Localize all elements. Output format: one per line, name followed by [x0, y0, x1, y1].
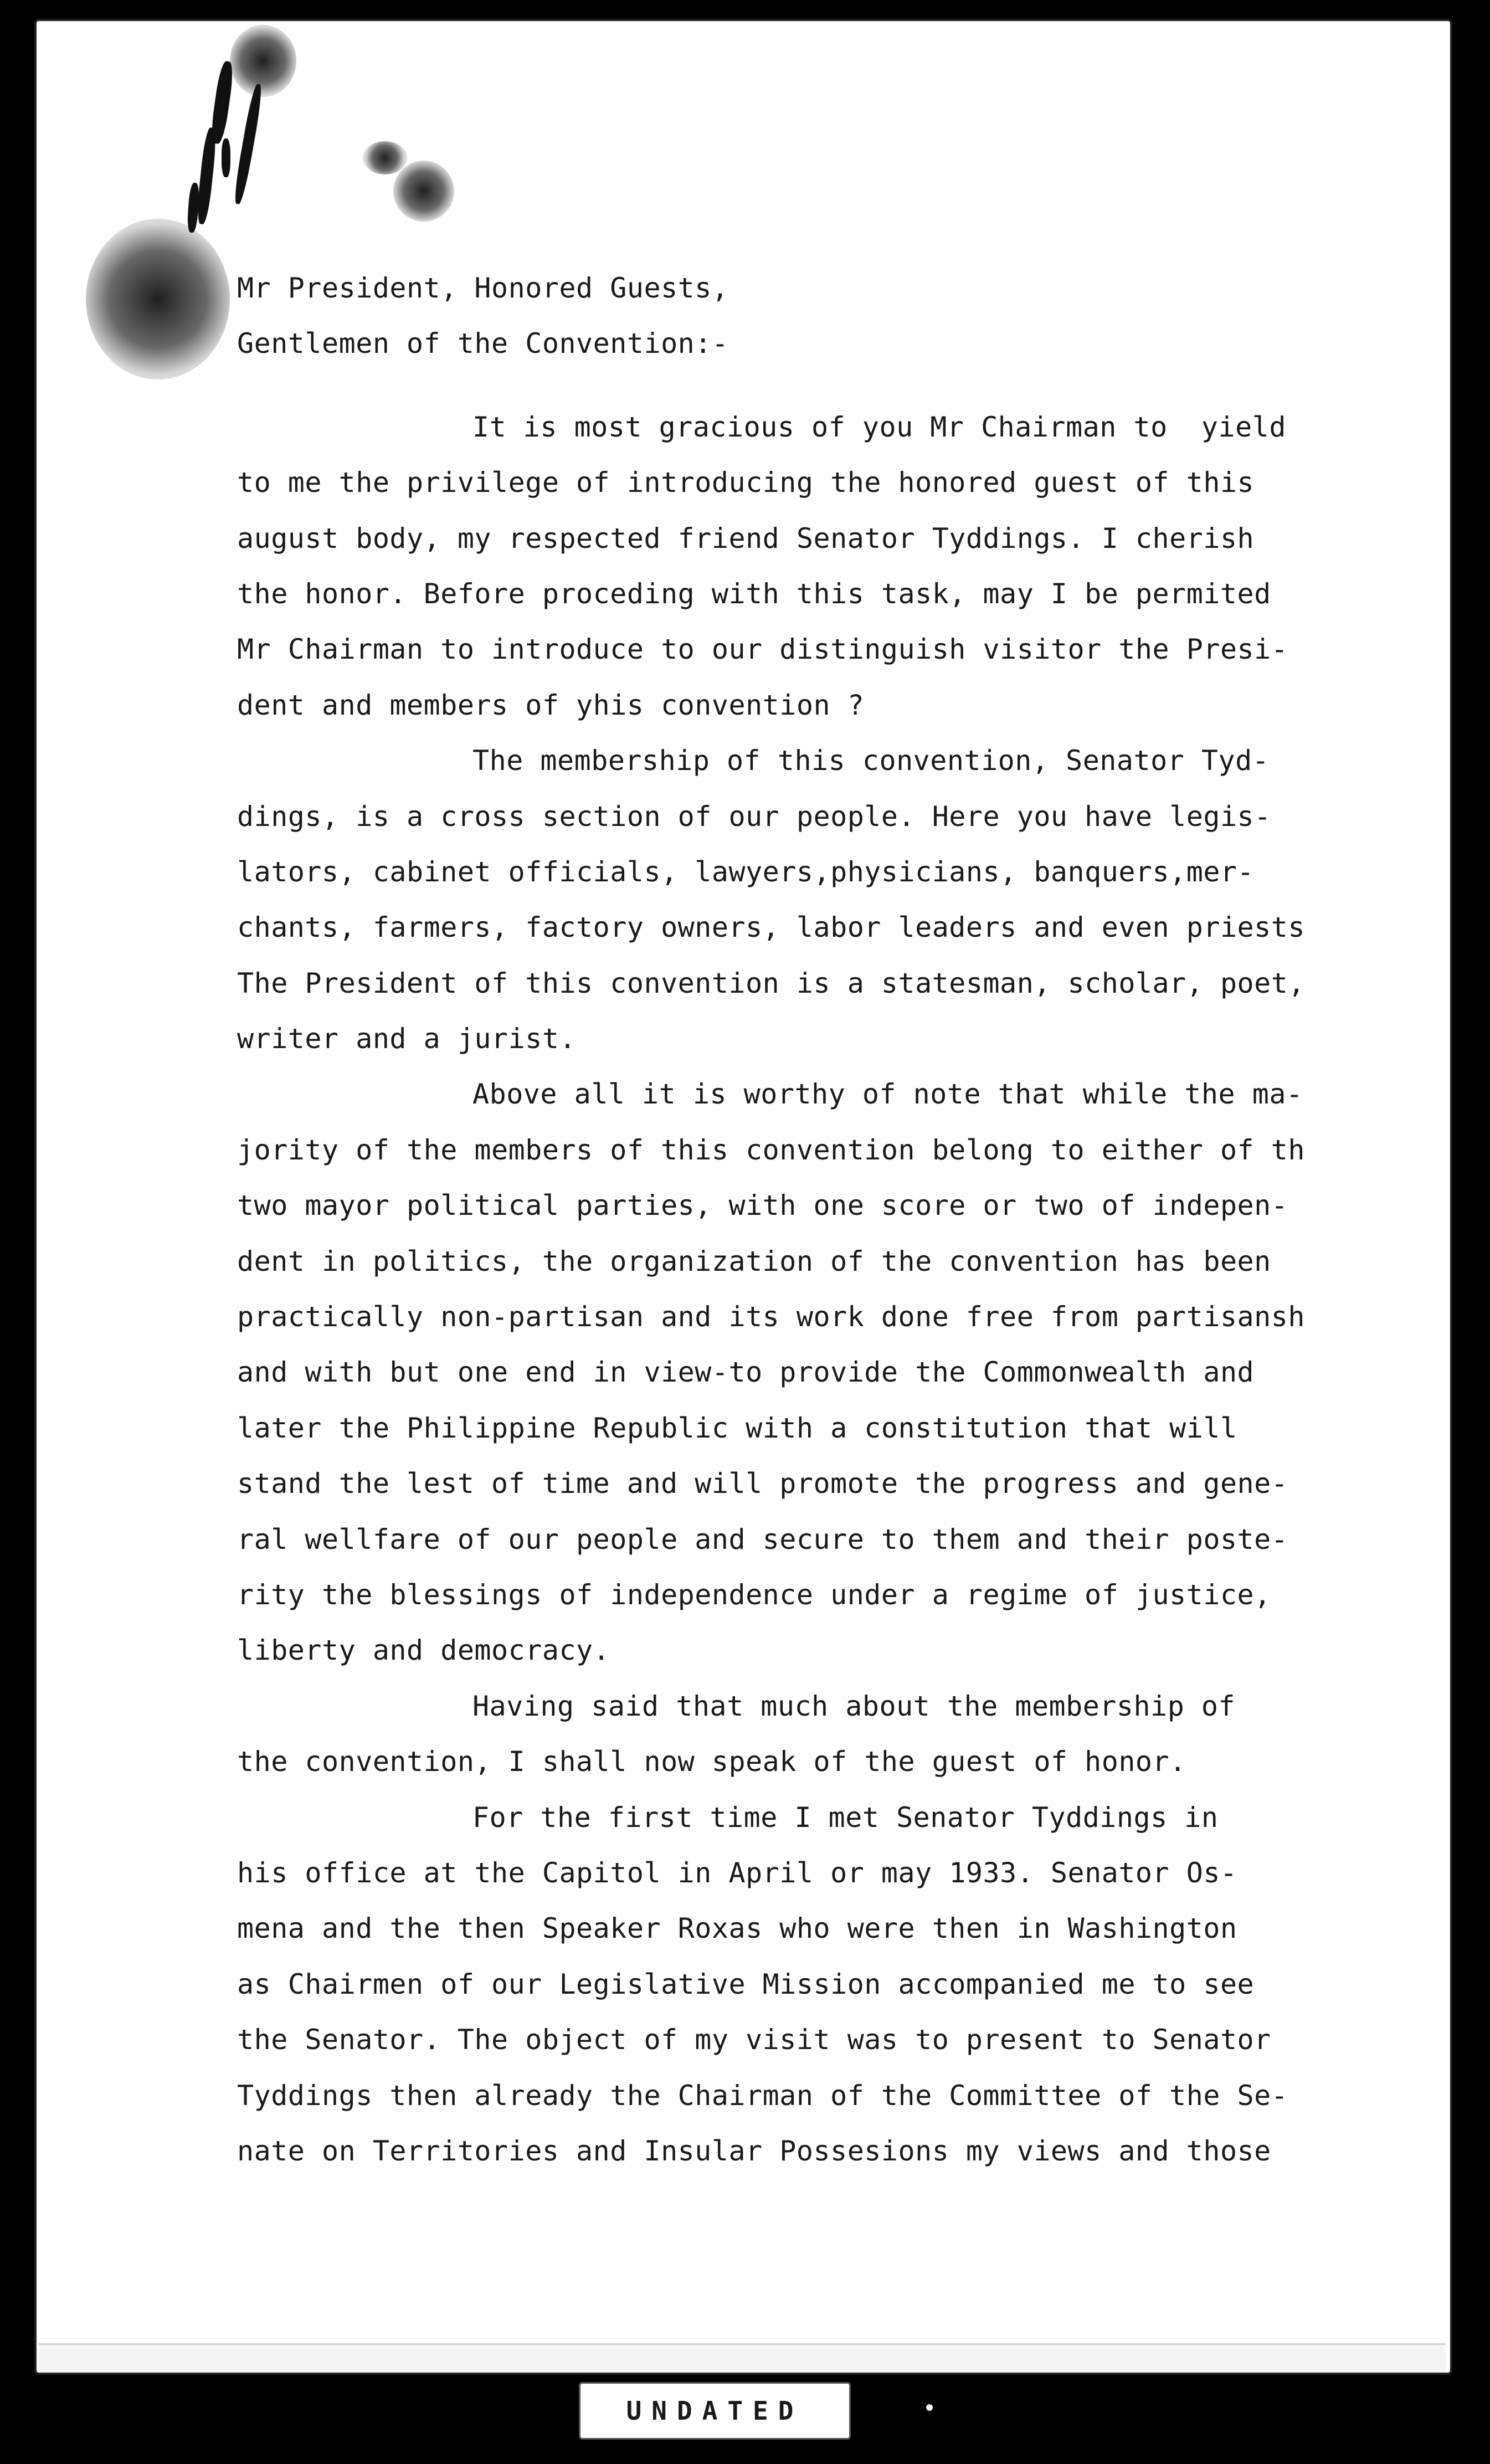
body-text	[237, 399, 1345, 2179]
spacer-line	[237, 372, 1345, 399]
letter-body	[237, 260, 1345, 2179]
ink-drip-5	[222, 138, 230, 177]
body-line: jority of the members of this convention belong to either of th	[237, 1133, 1305, 1166]
body-line: the honor. Before proceding with this task, may I be permited	[237, 577, 1271, 610]
undated-stamp: UNDATED	[579, 2382, 851, 2440]
ink-smudge-small	[363, 141, 407, 174]
body-line: Mr Chairman to introduce to our distinguish visitor the Presi-	[237, 633, 1288, 666]
body-line: Having said that much about the membership of	[472, 1690, 1236, 1722]
body-line: Above all it is worthy of note that while the ma-	[472, 1078, 1303, 1111]
body-line: rity the blessings of independence under a regime of justice,	[237, 1578, 1271, 1611]
ink-smudge-right	[393, 161, 454, 222]
body-line: mena and the then Speaker Roxas who were then in Washington	[237, 1912, 1237, 1945]
body-line: the Senator. The object of my visit was to present to Senator	[237, 2024, 1271, 2056]
body-line: It is most gracious of you Mr Chairman to yield	[472, 410, 1286, 443]
ink-smudge-large	[86, 219, 230, 379]
body-line: his office at the Capitol in April or may 1933. Senator Os-	[237, 1856, 1237, 1889]
body-line: Tyddings then already the Chairman of the Committee of the Se-	[237, 2079, 1288, 2112]
film-dot	[926, 2404, 933, 2411]
body-line: later the Philippine Republic with a constitution that will	[237, 1411, 1237, 1444]
body-line: two mayor political parties, with one score or two of indepen-	[237, 1189, 1288, 1222]
body-line: stand the lest of time and will promote the progress and gene-	[237, 1467, 1288, 1500]
body-line: as Chairmen of our Legislative Mission accompanied me to see	[237, 1968, 1255, 2000]
body-line: august body, my respected friend Senator Tyddings. I cherish	[237, 522, 1255, 555]
body-line: to me the privilege of introducing the honored guest of this	[237, 466, 1255, 499]
body-line: writer and a jurist.	[237, 1023, 577, 1055]
body-line: dent in politics, the organization of the convention has been	[237, 1245, 1271, 1277]
body-line: lators, cabinet officials, lawyers,physicians, banquers,mer-	[237, 855, 1255, 888]
body-line: For the first time I met Senator Tyddings in	[472, 1801, 1219, 1834]
body-line: the convention, I shall now speak of the guest of honor.	[237, 1746, 1186, 1778]
body-line: The President of this convention is a statesman, scholar, poet,	[237, 967, 1305, 999]
body-line: ral wellfare of our people and secure to them and their poste-	[237, 1523, 1288, 1556]
ink-smudge-top	[230, 25, 296, 97]
body-line: dent and members of yhis convention ?	[237, 689, 865, 721]
body-line: liberty and democracy.	[237, 1634, 610, 1667]
body-line: and with but one end in view-to provide the Commonwealth and	[237, 1356, 1255, 1389]
body-line: nate on Territories and Insular Possesions my views and those	[237, 2134, 1271, 2167]
body-line: The membership of this convention, Senator Tyd-	[472, 745, 1270, 777]
salutation-line-2: Gentlemen of the Convention:-	[237, 327, 729, 360]
body-line: practically non-partisan and its work done free from partisansh	[237, 1301, 1305, 1333]
body-line: dings, is a cross section of our people. Here you have legis-	[237, 800, 1271, 833]
salutation-line-1: Mr President, Honored Guests,	[237, 272, 729, 304]
page-bottom-edge	[39, 2343, 1446, 2373]
body-line: chants, farmers, factory owners, labor leaders and even priests	[237, 911, 1305, 944]
